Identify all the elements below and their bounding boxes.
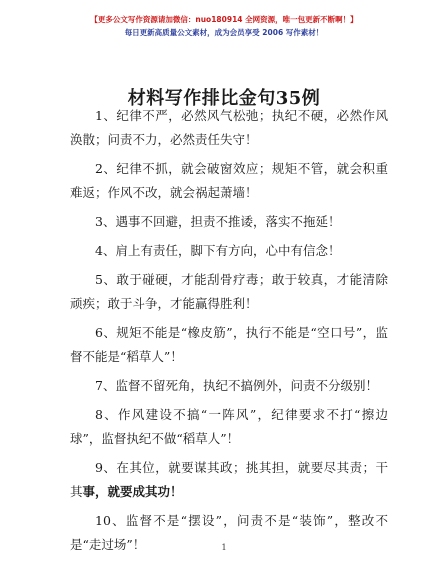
list-item xyxy=(70,374,388,398)
item-text: 8、作风建设不搞“一阵风”，纪律要求不打“擦边球”，监督执纪不做“稻草人”！ xyxy=(70,407,388,446)
document-title: 材料写作排比金句35例 xyxy=(127,88,321,109)
banner-line-2: 每日更新高质量公文素材，成为会员享受 2006 写作素材！ xyxy=(124,28,324,37)
header-banner xyxy=(0,13,448,39)
list-item xyxy=(70,104,388,152)
item-text: 3、遇事不回避，担责不推诿，落实不拖延！ xyxy=(95,214,341,229)
list-item xyxy=(70,210,388,234)
item-text: 6、规矩不能是“橡皮筋”，执行不能是“空口号”，监督不能是“稻草人”！ xyxy=(70,325,388,364)
banner-line-1: 【更多公文写作资源请加微信：nuo180914 全网资源，唯一包更新不断啊！】 xyxy=(90,15,358,24)
list-item xyxy=(70,403,388,451)
list-item xyxy=(70,157,388,205)
item-text: 7、监督不留死角，执纪不搞例外，问责不分级别！ xyxy=(95,378,378,393)
item-text: 4、肩上有责任，脚下有方向，心中有信念！ xyxy=(95,243,341,258)
item-text: 5、敢于碰硬，才能刮骨疗毒；敢于较真，才能清除顽疾；敢于斗争，才能赢得胜利！ xyxy=(70,272,388,311)
list-item xyxy=(70,456,388,504)
item-text: 2、纪律不抓，就会破窗效应；规矩不管，就会积重难返；作风不改，就会祸起萧墙！ xyxy=(70,161,388,200)
sentence-list xyxy=(70,104,388,562)
list-item xyxy=(70,239,388,263)
page-number: 1 xyxy=(221,543,227,552)
list-item xyxy=(70,268,388,316)
item-text: 1、纪律不严，必然风气松弛；执纪不硬，必然作风涣散；问责不力，必然责任失守！ xyxy=(70,108,388,147)
item-bold-text: 事，就要成其功！ xyxy=(82,484,183,499)
item-text: 10、监督不是“摆设”，问责不是“装饰”，整改不是“走过场”！ xyxy=(70,513,388,552)
list-item xyxy=(70,321,388,369)
item-text: 9、在其位，就要谋其政；挑其担，就要尽其责；干其 xyxy=(70,460,388,499)
